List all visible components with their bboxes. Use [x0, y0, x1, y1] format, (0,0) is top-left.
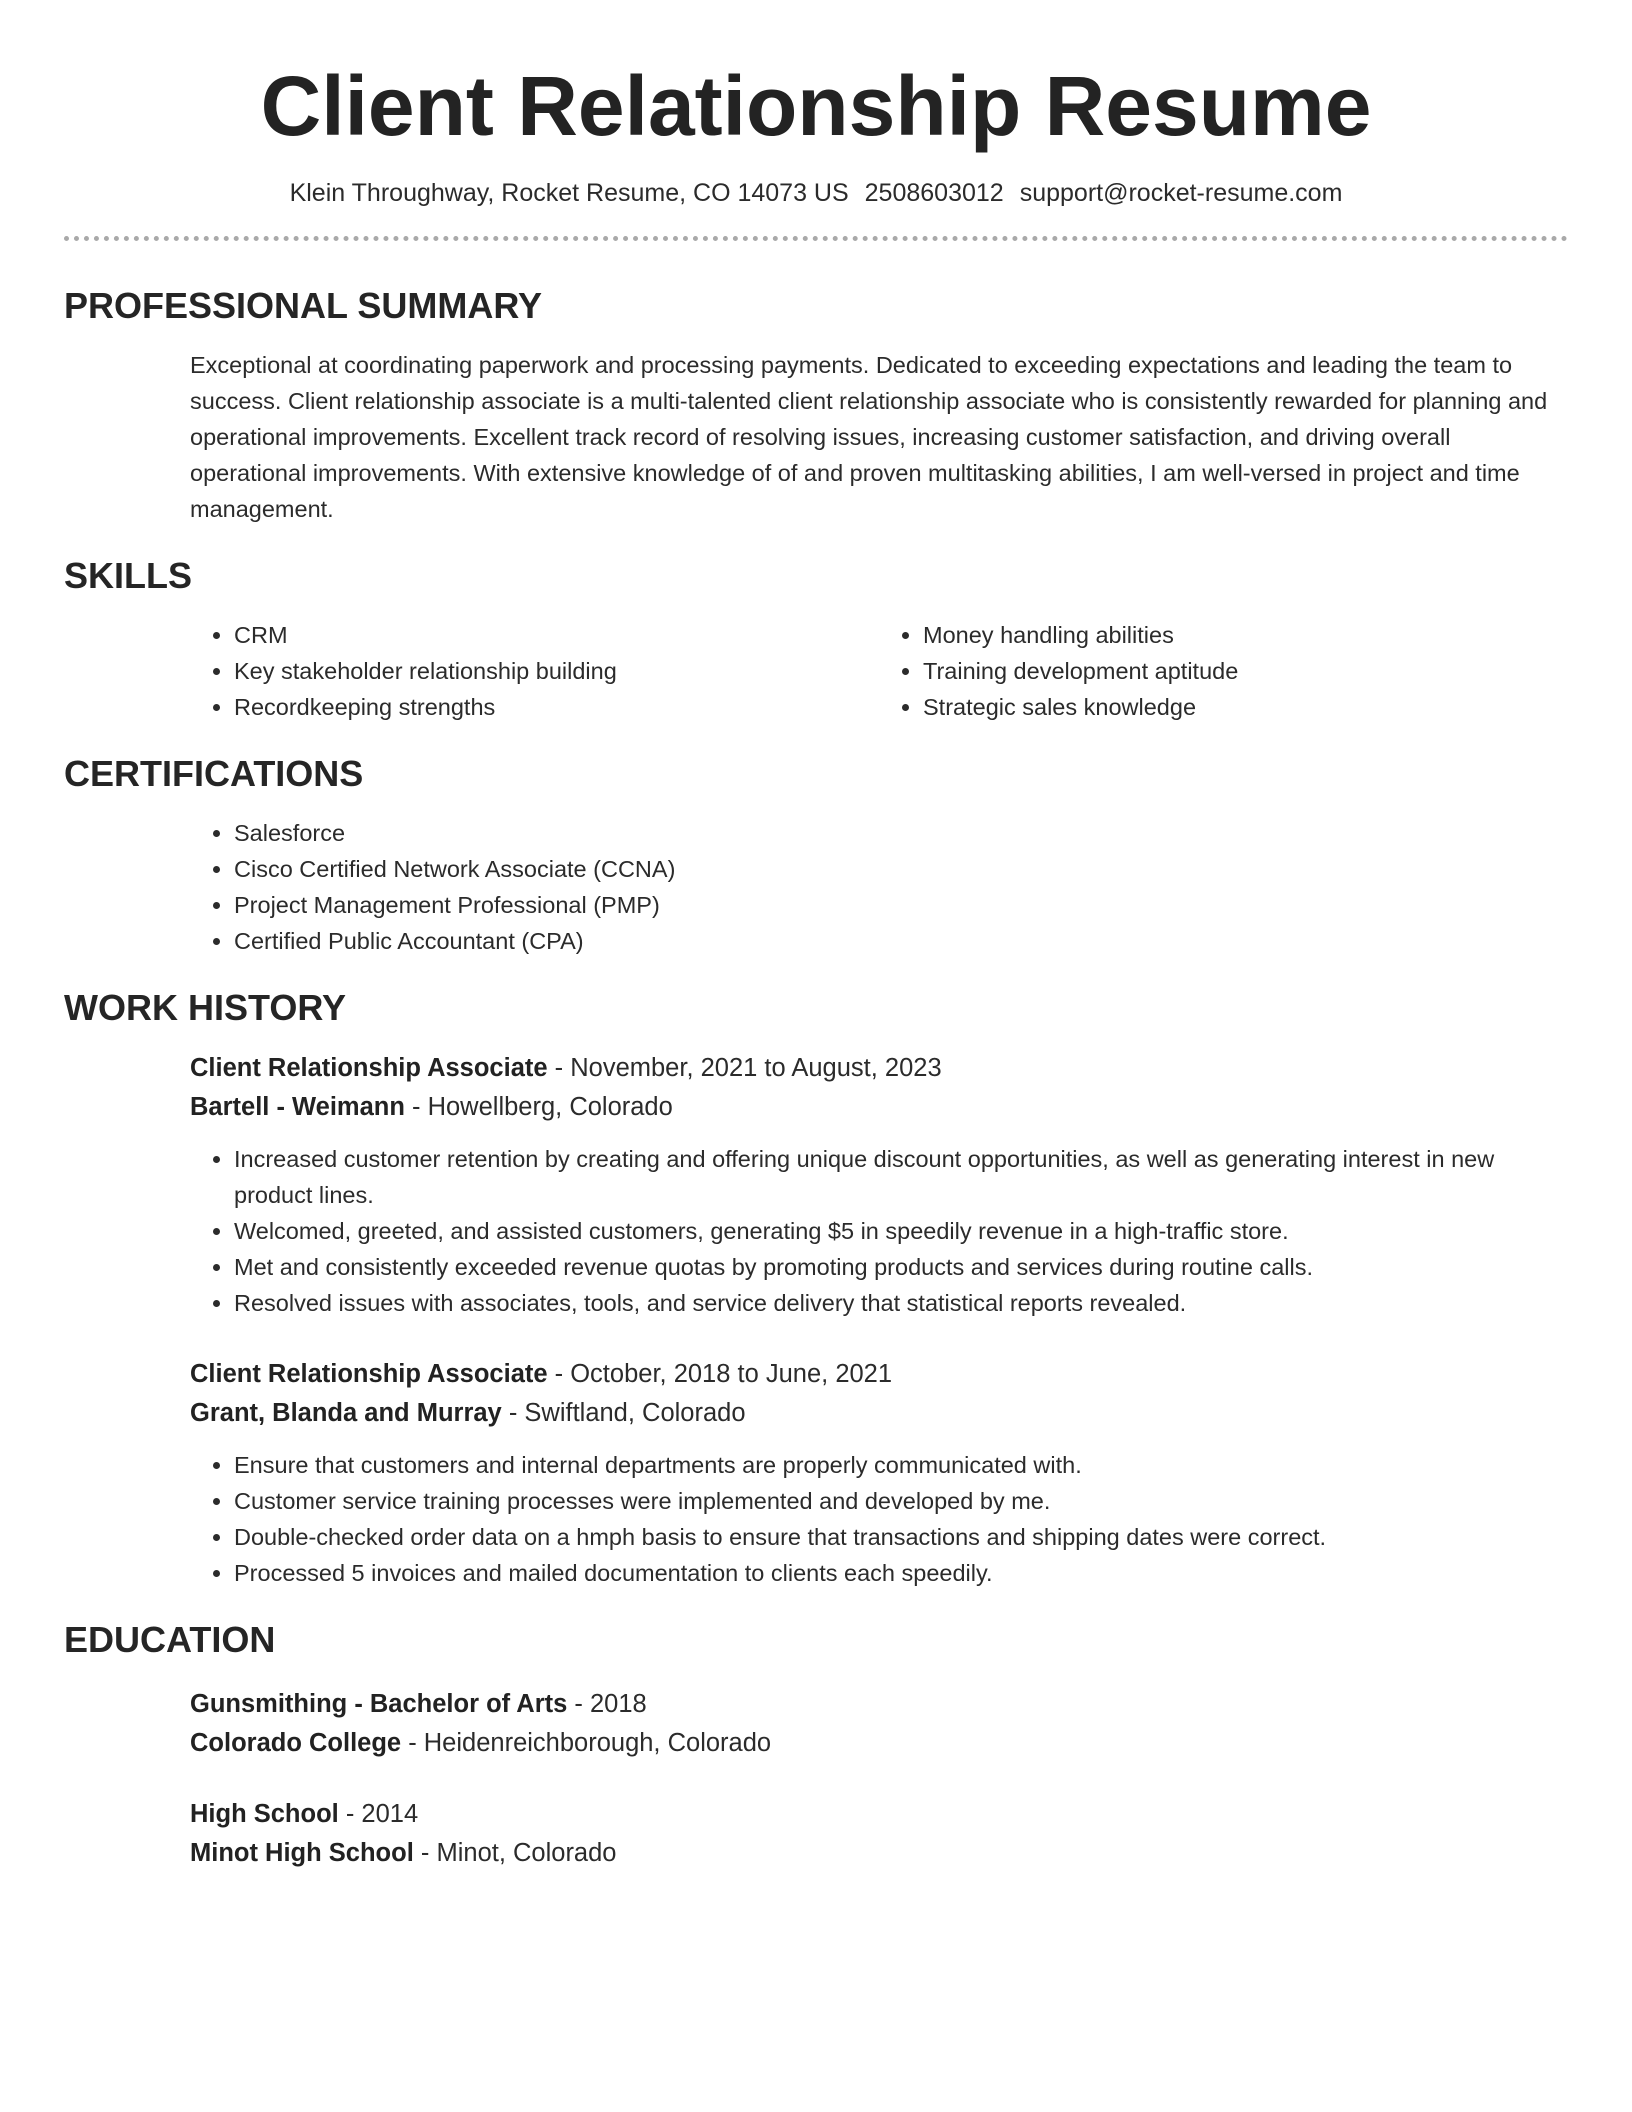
skill-item: • Strategic sales knowledge: [923, 689, 1568, 725]
job-company-line: [190, 1088, 1568, 1127]
header-divider: [64, 236, 1568, 241]
education-school-line: [190, 1724, 1568, 1763]
education-degree: Gunsmithing - Bachelor of Arts: [190, 1690, 568, 1718]
education-heading: EDUCATION: [64, 1619, 276, 1660]
job-bullet: • Ensure that customers and internal departments are properly communicated with.: [234, 1447, 1568, 1483]
job-bullets: [190, 1141, 1568, 1321]
job-bullet: • Resolved issues with associates, tools, and service delivery that statistical reports revealed.: [234, 1285, 1568, 1321]
job-title: Client Relationship Associate: [190, 1360, 548, 1388]
skill-item: • Recordkeeping strengths: [234, 689, 879, 725]
skill-item: • Money handling abilities: [923, 617, 1568, 653]
education-school: Minot High School: [190, 1839, 414, 1867]
job-bullet: • Double-checked order data on a hmph basis to ensure that transactions and shipping dates were correct.: [234, 1519, 1568, 1555]
contact-line: [64, 176, 1568, 210]
certification-item: • Cisco Certified Network Associate (CCNA): [234, 851, 1568, 887]
resume-page: [64, 0, 1568, 1873]
contact-phone: 2508603012: [864, 179, 1004, 207]
job-title-line: [190, 1049, 1568, 1088]
job-bullet: • Processed 5 invoices and mailed documentation to clients each speedily.: [234, 1555, 1568, 1591]
job-bullet: • Welcomed, greeted, and assisted customers, generating $5 in speedily revenue in a high-traffic store.: [234, 1213, 1568, 1249]
job-entry: [190, 1355, 1568, 1591]
job-entry: [190, 1049, 1568, 1321]
education-degree-line: [190, 1795, 1568, 1834]
education-school-line: [190, 1834, 1568, 1873]
education-entry: [190, 1685, 1568, 1763]
job-bullet: • Customer service training processes were implemented and developed by me.: [234, 1483, 1568, 1519]
job-location: - Swiftland, Colorado: [501, 1399, 746, 1427]
certification-item: • Salesforce: [234, 815, 1568, 851]
resume-title: Client Relationship Resume: [260, 59, 1372, 153]
certifications-heading: CERTIFICATIONS: [64, 753, 364, 794]
skill-item: • CRM: [234, 617, 879, 653]
skill-item: • Training development aptitude: [923, 653, 1568, 689]
job-title-line: [190, 1355, 1568, 1394]
work-history-heading: WORK HISTORY: [64, 987, 347, 1028]
education-location: - Minot, Colorado: [413, 1839, 617, 1867]
skill-item: • Key stakeholder relationship building: [234, 653, 879, 689]
certifications-items: [190, 815, 1568, 959]
job-bullet: • Increased customer retention by creating and offering unique discount opportunities, as well as generating interest in new product lines.: [234, 1141, 1568, 1213]
education-year: - 2014: [338, 1800, 419, 1828]
contact-email: support@rocket-resume.com: [1019, 179, 1343, 207]
skills-heading: SKILLS: [64, 555, 193, 596]
job-company: Grant, Blanda and Murray: [190, 1399, 502, 1427]
job-title: Client Relationship Associate: [190, 1054, 548, 1082]
job-dates: - October, 2018 to June, 2021: [547, 1360, 893, 1388]
job-location: - Howellberg, Colorado: [404, 1093, 673, 1121]
job-bullets: [190, 1447, 1568, 1591]
job-dates: - November, 2021 to August, 2023: [547, 1054, 942, 1082]
skills-list: [190, 617, 1568, 725]
skills-column-left: [190, 617, 879, 725]
job-company: Bartell - Weimann: [190, 1093, 405, 1121]
contact-address: Klein Throughway, Rocket Resume, CO 14073 US: [289, 179, 849, 207]
summary-text: Exceptional at coordinating paperwork and processing payments. Dedicated to exceeding expectations and leading the team to success. Client relationship associate is a multi-talented client relationship associate who is consistently rewarded for planning and operational improvements. Excellent track record of resolving issues, increasing customer satisfaction, and driving overall operational improvements. With extensive knowledge of of and proven multitasking abilities, I am well-versed in project and time management.: [190, 352, 1548, 522]
education-year: - 2018: [567, 1690, 647, 1718]
job-company-line: [190, 1394, 1568, 1433]
job-bullet: • Met and consistently exceeded revenue quotas by promoting products and services during routine calls.: [234, 1249, 1568, 1285]
certification-item: • Project Management Professional (PMP): [234, 887, 1568, 923]
education-school: Colorado College: [190, 1729, 402, 1757]
certifications-list: [190, 815, 1568, 959]
summary-heading: PROFESSIONAL SUMMARY: [64, 285, 543, 326]
certification-item: • Certified Public Accountant (CPA): [234, 923, 1568, 959]
education-degree-line: [190, 1685, 1568, 1724]
education-location: - Heidenreichborough, Colorado: [401, 1729, 772, 1757]
education-entry: [190, 1795, 1568, 1873]
education-degree: High School: [190, 1800, 339, 1828]
skills-column-right: [879, 617, 1568, 725]
